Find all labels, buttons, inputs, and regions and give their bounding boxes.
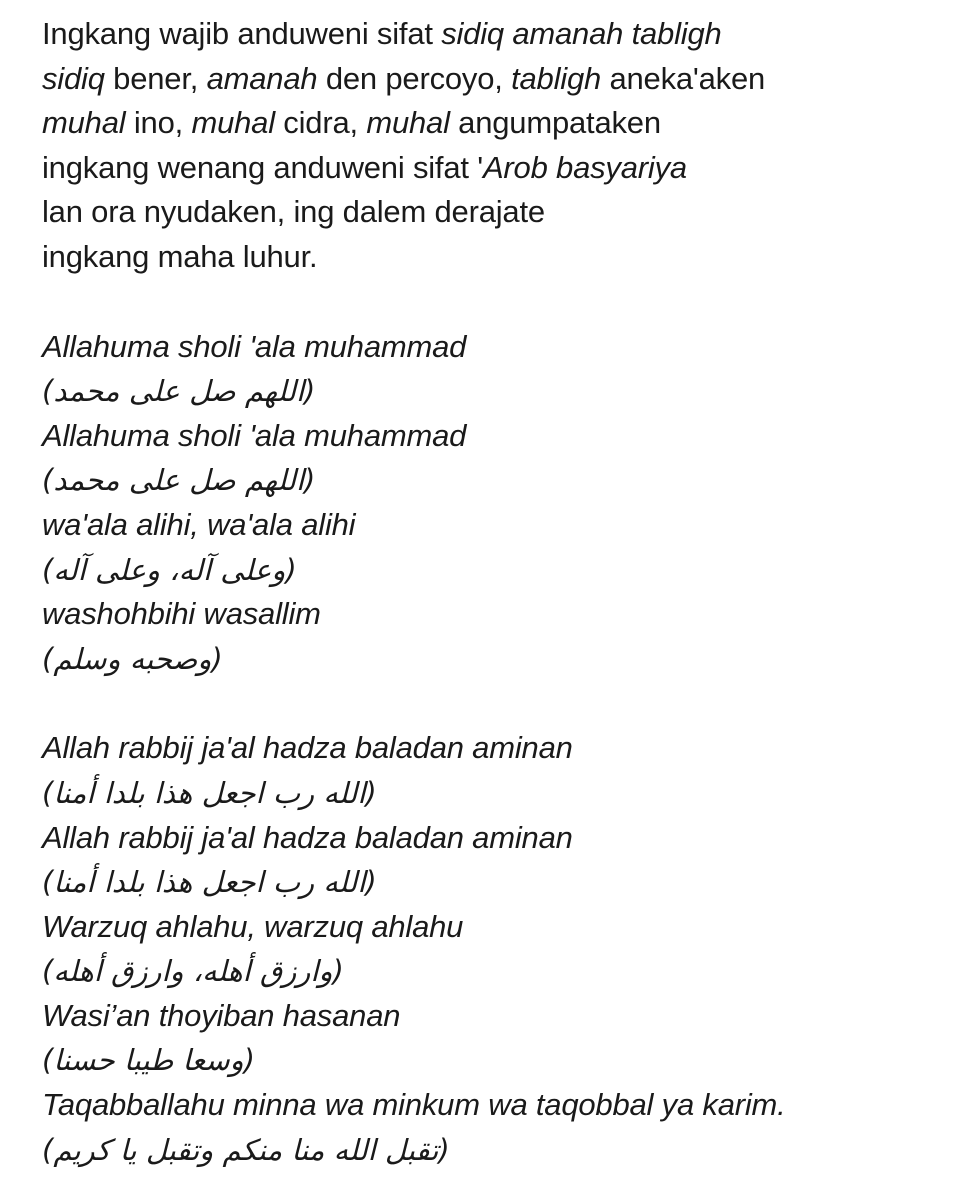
text-run: ingkang maha luhur.: [42, 238, 318, 274]
italic-term: sidiq amanah tabligh: [441, 16, 722, 51]
arabic-line: (وارزق أهله، وارزق أهله): [42, 954, 344, 989]
transliteration-line: Taqabballahu minna wa minkum wa taqobbal ya karim.: [42, 1087, 786, 1123]
arabic-line: (وسعا طيبا حسنا): [42, 1043, 255, 1078]
transliteration-line: Allah rabbij ja'al hadza baladan aminan: [42, 730, 573, 766]
text-line: [42, 325, 940, 370]
text-line: [42, 503, 940, 548]
arabic-line: (الله رب اجعل هذا بلدا أمنا): [42, 775, 377, 810]
text-run: lan ora nyudaken, ing dalem derajate: [42, 194, 545, 230]
text-line: [42, 726, 940, 771]
arabic-line: (وعلى آله، وعلى آله): [42, 552, 297, 587]
arabic-line: (وصحبه وسلم): [42, 641, 223, 676]
text-line: [42, 949, 940, 994]
text-run: ingkang wenang anduweni sifat ': [42, 149, 483, 185]
transliteration-line: Warzuq ahlahu, warzuq ahlahu: [42, 908, 464, 944]
text-line: [42, 1083, 940, 1128]
text-run: Ingkang wajib anduweni sifat: [42, 16, 442, 51]
stanza-2: [42, 325, 940, 682]
text-line: [42, 101, 940, 146]
italic-term: sidiq: [42, 60, 105, 96]
text-line: [42, 146, 940, 191]
text-line: [42, 369, 940, 414]
text-line: [42, 57, 940, 102]
arabic-line: (تقبل الله منا منكم وتقبل يا كريم): [42, 1132, 450, 1167]
transliteration-line: washohbihi wasallim: [42, 596, 321, 632]
text-run: angumpataken: [449, 105, 661, 141]
text-line: [42, 1038, 940, 1083]
text-line: [42, 592, 940, 637]
arabic-line: (اللهم صل على محمد): [42, 463, 316, 498]
arabic-line: (اللهم صل على محمد): [42, 374, 316, 409]
text-run: bener,: [104, 60, 207, 96]
text-line: [42, 12, 940, 57]
italic-term: Arob basyariya: [482, 149, 687, 185]
stanza-gap: [42, 681, 940, 726]
text-line: [42, 771, 940, 816]
italic-term: amanah: [206, 60, 318, 96]
text-run: aneka'aken: [601, 60, 766, 96]
text-line: [42, 414, 940, 459]
italic-term: muhal: [42, 105, 126, 141]
text-line: [42, 637, 940, 682]
text-line: [42, 190, 940, 235]
text-line: [42, 994, 940, 1039]
stanza-1: [42, 12, 940, 280]
italic-term: muhal: [366, 105, 450, 141]
transliteration-line: wa'ala alihi, wa'ala alihi: [42, 506, 356, 542]
italic-term: tabligh: [511, 60, 602, 96]
text-line: [42, 548, 940, 593]
stanza-3: [42, 726, 940, 1172]
text-line: [42, 235, 940, 280]
text-run: den percoyo,: [317, 60, 512, 96]
text-run: ino,: [125, 105, 192, 141]
text-line: [42, 458, 940, 503]
italic-term: muhal: [191, 105, 275, 141]
text-line: [42, 816, 940, 861]
transliteration-line: Allah rabbij ja'al hadza baladan aminan: [42, 819, 573, 855]
text-line: [42, 860, 940, 905]
text-line: [42, 1128, 940, 1173]
arabic-line: (الله رب اجعل هذا بلدا أمنا): [42, 865, 377, 900]
text-run: cidra,: [274, 105, 367, 141]
transliteration-line: Allahuma sholi 'ala muhammad: [42, 328, 467, 364]
transliteration-line: Wasi’an thoyiban hasanan: [42, 997, 401, 1033]
text-line: [42, 905, 940, 950]
stanza-gap: [42, 280, 940, 325]
transliteration-line: Allahuma sholi 'ala muhammad: [42, 417, 467, 453]
